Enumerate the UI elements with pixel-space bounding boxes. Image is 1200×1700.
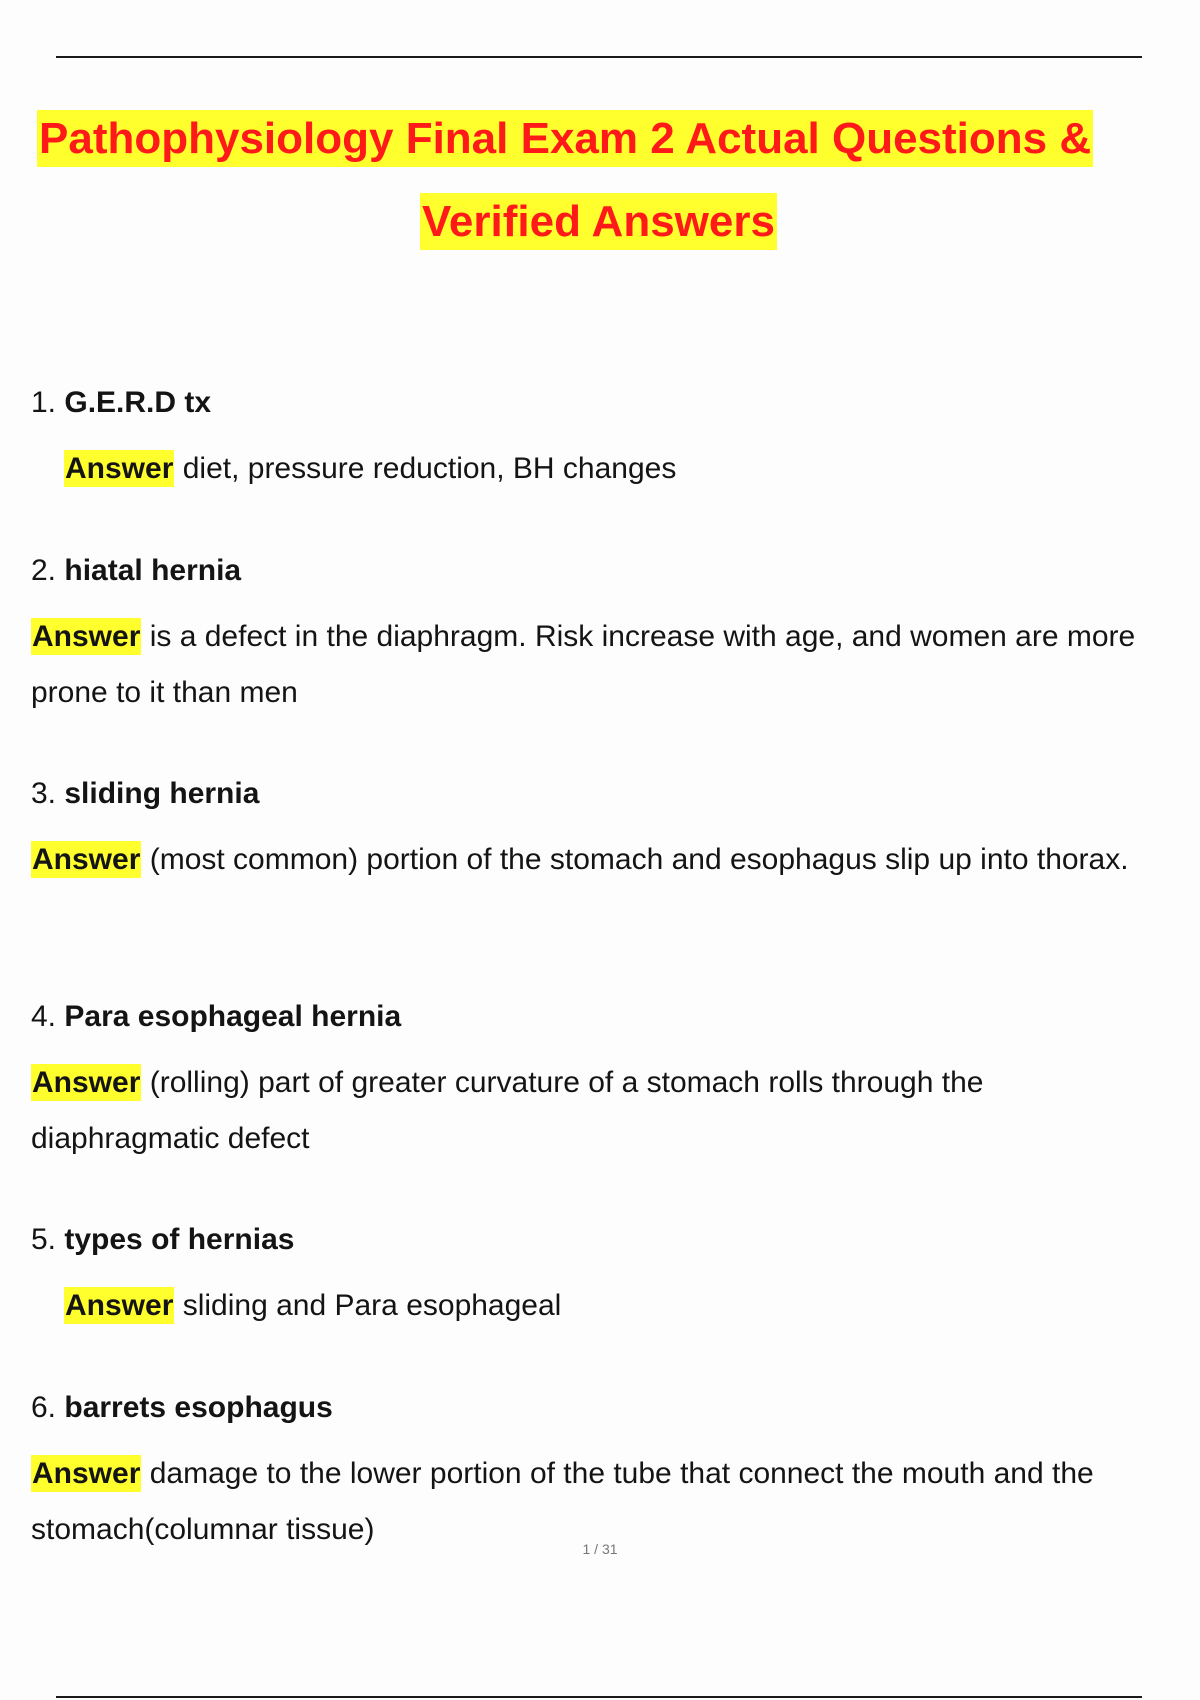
document-title-line-1 <box>37 111 1093 167</box>
answer-block <box>31 1278 1171 1334</box>
answer-label: Answer <box>65 452 174 485</box>
question-text: G.E.R.D tx <box>64 386 212 419</box>
question-item-1 <box>31 385 1171 497</box>
question-number: 3. <box>31 777 57 810</box>
question-number: 5. <box>31 1223 57 1256</box>
page-indicator: 1 / 31 <box>582 1541 618 1557</box>
question-number: 2. <box>31 554 57 587</box>
question-text: hiatal hernia <box>64 554 242 587</box>
answer-text: is a defect in the diaphragm. Risk increase with age, and women are more prone to it than men <box>31 620 1136 709</box>
question-text: sliding hernia <box>64 777 260 810</box>
answer-block <box>31 1055 1171 1167</box>
header-rule <box>56 56 1142 58</box>
question-line <box>31 1390 1171 1426</box>
question-text: types of hernias <box>64 1223 295 1256</box>
question-line <box>31 1222 1171 1258</box>
footer-rule <box>56 1696 1142 1698</box>
answer-text: (most common) portion of the stomach and esophagus slip up into thorax. <box>149 843 1129 876</box>
answer-label: Answer <box>32 843 141 876</box>
question-number: 6. <box>31 1391 57 1424</box>
answer-label: Answer <box>32 1457 141 1490</box>
answer-label: Answer <box>65 1289 174 1322</box>
question-line <box>31 776 1171 812</box>
document-title-line-2 <box>420 194 777 250</box>
question-text: barrets esophagus <box>64 1391 333 1424</box>
question-item-3 <box>31 776 1171 888</box>
question-text: Para esophageal hernia <box>64 1000 402 1033</box>
title-highlight: Verified Answers <box>420 193 777 250</box>
answer-block <box>31 441 1171 497</box>
answer-text: sliding and Para esophageal <box>182 1289 562 1322</box>
answer-label: Answer <box>32 1066 141 1099</box>
answer-text: (rolling) part of greater curvature of a stomach rolls through the diaphragmatic defect <box>31 1066 984 1155</box>
question-item-6 <box>31 1390 1171 1558</box>
question-item-5 <box>31 1222 1171 1334</box>
question-item-4 <box>31 999 1171 1167</box>
answer-block <box>31 609 1171 721</box>
question-line <box>31 385 1171 421</box>
question-line <box>31 553 1171 589</box>
question-number: 4. <box>31 1000 57 1033</box>
answer-text: diet, pressure reduction, BH changes <box>182 452 677 485</box>
title-highlight: Pathophysiology Final Exam 2 Actual Questions & <box>37 110 1093 167</box>
answer-text: damage to the lower portion of the tube that connect the mouth and the stomach(columnar tissue) <box>31 1457 1094 1546</box>
question-line <box>31 999 1171 1035</box>
question-item-2 <box>31 553 1171 721</box>
answer-block <box>31 832 1171 888</box>
answer-label: Answer <box>32 620 141 653</box>
question-number: 1. <box>31 386 57 419</box>
